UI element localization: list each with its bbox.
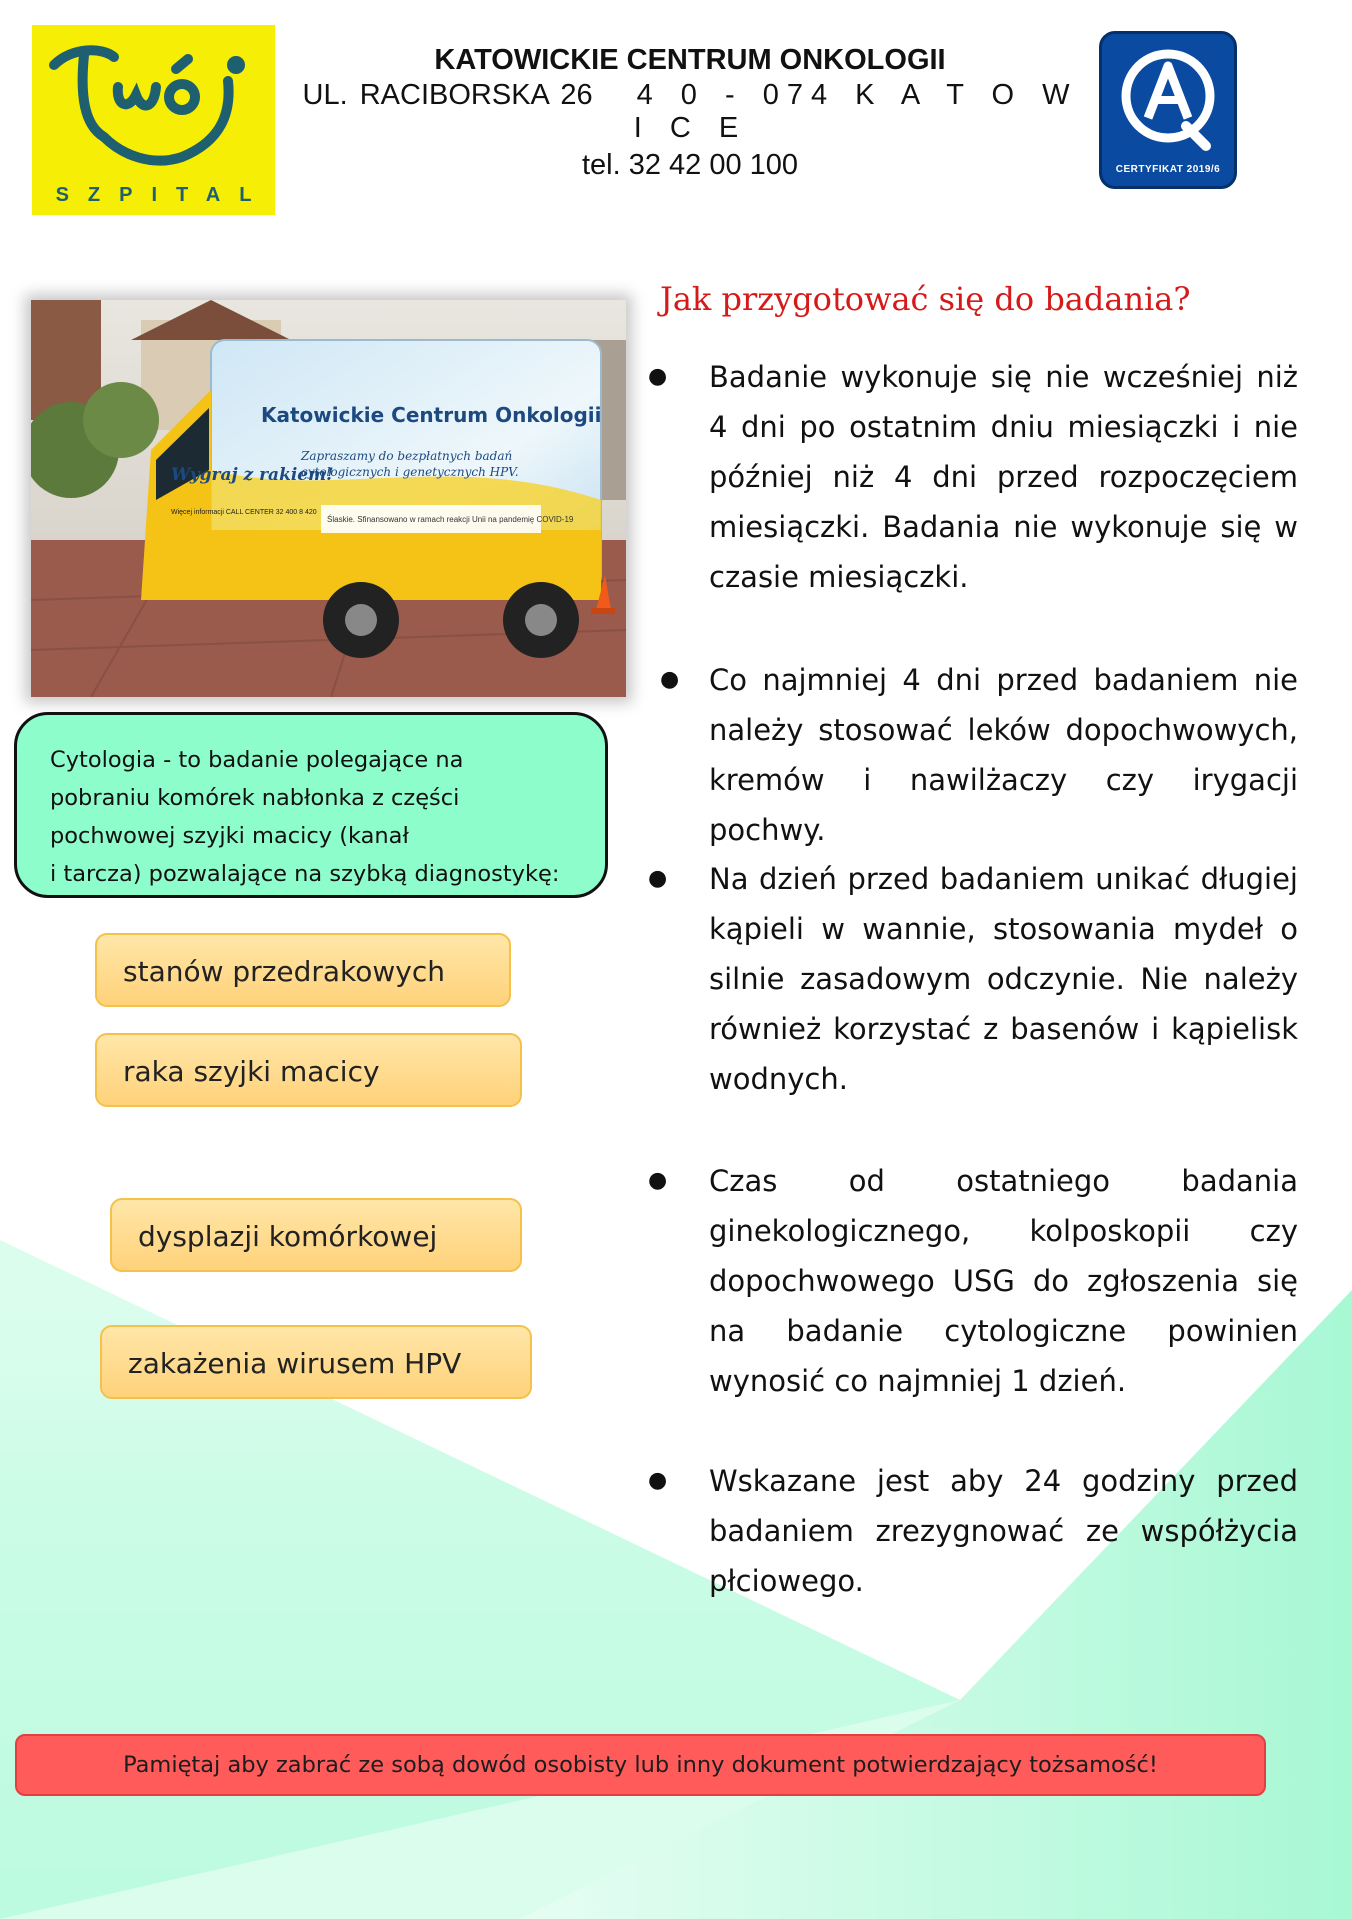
preparation-heading: Jak przygotować się do badania? [660, 280, 1191, 318]
svg-text:Więcej informacji CALL CENTER: Więcej informacji CALL CENTER 32 400 8 420 [171, 509, 317, 516]
org-name: KATOWICKIE CENTRUM ONKOLOGII [434, 44, 946, 76]
tip-item [648, 854, 1298, 1104]
svg-text:Wygraj z rakiem!: Wygraj z rakiem! [171, 465, 334, 485]
info-line: i tarcza) pozwalające na szybką diagnostykę: [50, 861, 560, 887]
tip-text: Czas od ostatniego badania ginekologicznego, kolposkopii czy dopochwowego USG do zgłoszenia się na badanie cytologiczne powinien wynosić co najmniej 1 dzień. [709, 1164, 1298, 1398]
tip-text: Co najmniej 4 dni przed badaniem nie należy stosować leków dopochwowych, kremów i nawilżaczy czy irygacji pochwy. [709, 663, 1298, 847]
bullet-icon: ● [648, 364, 668, 389]
hospital-logo [32, 25, 275, 215]
tip-item [648, 1156, 1298, 1406]
bullet-icon: ● [648, 1468, 668, 1493]
diagnosis-tag-hpv: zakażenia wirusem HPV [100, 1325, 532, 1399]
phone-number: tel. 32 42 00 100 [581, 149, 799, 181]
postal-city: 4 0 - 074 K A T O W I C E [633, 79, 1078, 144]
logo-wordmark: SZPITAL [55, 184, 271, 206]
quality-certificate-badge [1099, 31, 1237, 189]
svg-text:cytologicznych i genetycznych: cytologicznych i genetycznych HPV. [301, 465, 519, 479]
bullet-icon: ● [648, 1168, 668, 1193]
info-line: Cytologia - to badanie polegające na [50, 747, 464, 773]
svg-text:Zapraszamy do bezpłatnych bada: Zapraszamy do bezpłatnych badań [301, 449, 513, 463]
header-address-block [290, 44, 1090, 182]
svg-text:Ślaskie. Sfinansowano w rama: Ślaskie. Sfinansowano w ramach reakcji Unii na pandemię COVID-19 [327, 515, 574, 524]
cytology-definition-box [14, 712, 608, 898]
bullet-icon: ● [660, 667, 680, 692]
bullet-icon: ● [648, 866, 668, 891]
street: UL. RACIBORSKA 26 [302, 79, 593, 111]
mobile-clinic-van-photo-icon [31, 300, 626, 697]
tip-text: Wskazane jest aby 24 godziny przed badaniem zrezygnować ze współżycia płciowego. [709, 1464, 1298, 1598]
tip-item [648, 1456, 1298, 1606]
tip-item [648, 352, 1298, 602]
twoj-logo-icon [32, 25, 275, 180]
info-line: pobraniu komórek nabłonka z części [50, 785, 460, 811]
diagnosis-tag-precancerous: stanów przedrakowych [95, 933, 511, 1007]
id-document-reminder: Pamiętaj aby zabrać ze sobą dowód osobisty lub inny dokument potwierdzający tożsamość! [15, 1734, 1266, 1796]
svg-text:Katowickie Centrum Onkologii: Katowickie Centrum Onkologii [261, 403, 602, 427]
diagnosis-tag-cervical-cancer: raka szyjki macicy [95, 1033, 522, 1107]
aq-certificate-icon [1102, 34, 1234, 164]
address-line [290, 79, 1090, 145]
tip-text: Badanie wykonuje się nie wcześniej niż 4 dni po ostatnim dniu miesiączki i nie później niż 4 dni przed rozpoczęciem miesiączki. Badania nie wykonuje się w czasie miesiączki. [709, 360, 1298, 594]
diagnosis-tag-dysplasia: dysplazji komórkowej [110, 1198, 522, 1272]
tip-text: Na dzień przed badaniem unikać długiej kąpieli w wannie, stosowania mydeł o silnie zasadowym odczynie. Nie należy również korzystać z basenów i kąpielisk wodnych. [709, 862, 1298, 1096]
tip-item [648, 655, 1298, 855]
mobile-clinic-photo [31, 300, 626, 697]
info-line: pochwowej szyjki macicy (kanał [50, 823, 409, 849]
certificate-label: CERTYFIKAT 2019/6 [1115, 164, 1221, 175]
